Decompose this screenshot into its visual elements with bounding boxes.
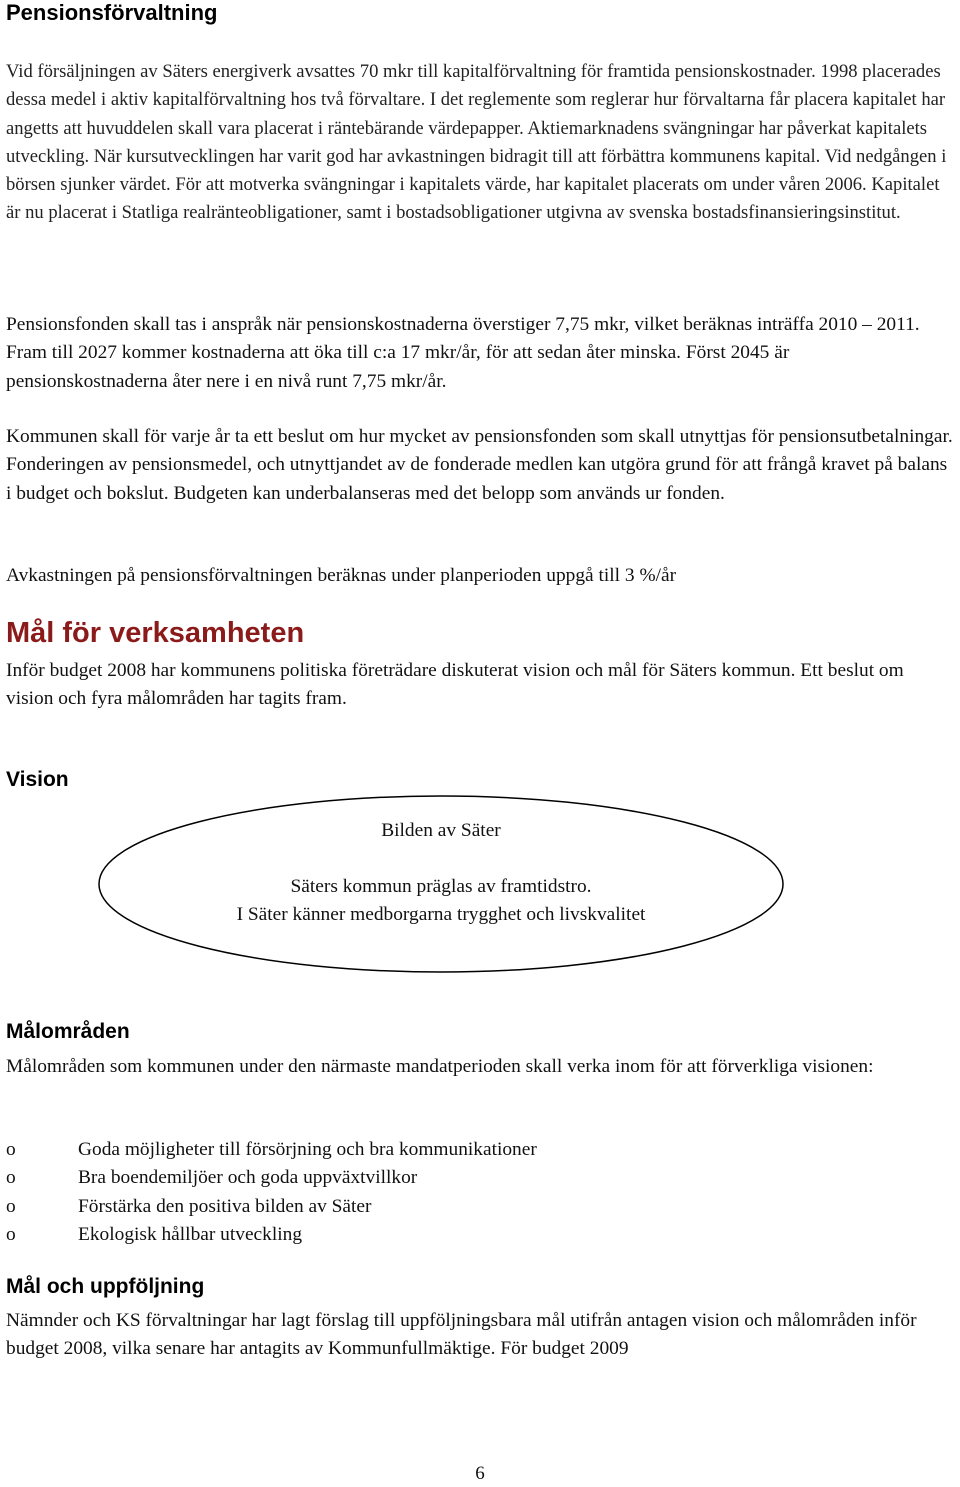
paragraph-pension-4: Avkastningen på pensionsförvaltningen beräknas under planperioden uppgå till 3 %/år	[6, 565, 677, 586]
list-item	[6, 1193, 537, 1221]
heading-vision: Vision	[6, 768, 69, 791]
paragraph-followup: Nämnder och KS förvaltningar har lagt förslag till uppföljningsbara mål utifrån antagen vision och målområden inför budget 2008, vilka senare har antagits av Kommunfullmäktige. För budget 2009	[6, 1310, 917, 1360]
list-item-text: Ekologisk hållbar utveckling	[78, 1223, 303, 1245]
page-number: 6	[475, 1463, 485, 1484]
heading-followup: Mål och uppföljning	[6, 1275, 205, 1298]
areas-list	[6, 1136, 537, 1249]
list-item	[6, 1164, 537, 1192]
section-heading-goals: Mål för verksamheten	[6, 617, 305, 649]
list-item-text: Bra boendemiljöer och goda uppväxtvillkor	[78, 1167, 418, 1189]
paragraph-pension-1: Vid försäljningen av Säters energiverk avsattes 70 mkr till kapitalförvaltning för framtida pensionskostnader. 1998 placerades dessa medel i aktiv kapitalförvaltning hos två förvaltare. I det reglemente som reglerar hur förvaltarna får placera kapitalet har angetts att huvuddelen skall vara placerat i räntebärande värdepapper. Aktiemarknadens svängningar har påverkat kapitalets utveckling. När kursutvecklingen har varit god har avkastningen bidragit till att förbättra kommunens kapital. Vid nedgången i börsen sjunker värdet. För att motverka svängningar i kapitalets värde, har kapitalet placerats om under våren 2006. Kapitalet är nu placerat i Statliga realränteobligationer, samt i bostadsobligationer utgivna av svenska bostadsfinansieringsinstitut.	[6, 61, 947, 224]
list-item-text: Goda möjligheter till försörjning och bra kommunikationer	[78, 1139, 537, 1160]
list-item	[6, 1136, 537, 1164]
vision-title: Bilden av Säter	[381, 820, 501, 841]
paragraph-areas: Målområden som kommunen under den närmaste mandatperioden skall verka inom för att förverkliga visionen:	[6, 1056, 874, 1077]
paragraph-pension-2: Pensionsfonden skall tas i anspråk när pensionskostnaderna överstiger 7,75 mkr, vilket beräknas inträffa 2010 – 2011. Fram till 2027 kommer kostnaderna att öka till c:a 17 mkr/år, för att sedan åter minska. Först 2045 är pensionskostnaderna åter nere i en nivå runt 7,75 mkr/år.	[6, 314, 920, 392]
bullet-mark: o	[6, 1195, 16, 1217]
section-heading-pension: Pensionsförvaltning	[6, 0, 218, 25]
bullet-mark: o	[6, 1223, 16, 1245]
paragraph-pension-3: Kommunen skall för varje år ta ett beslut om hur mycket av pensionsfonden som skall utnyttjas för pensionsutbetalningar. Fonderingen av pensionsmedel, och utnyttjandet av de fonderade medlen kan utgöra grund för att frångå kravet på balans i budget och bokslut. Budgeten kan underbalanseras med det belopp som används ur fonden.	[6, 426, 953, 504]
vision-line-1: Säters kommun präglas av framtidstro.	[290, 876, 592, 897]
list-item-text: Förstärka den positiva bilden av Säter	[78, 1195, 372, 1217]
paragraph-goals: Inför budget 2008 har kommunens politiska företrädare diskuterat vision och mål för Säters kommun. Ett beslut om vision och fyra målområden har tagits fram.	[6, 660, 904, 710]
heading-areas: Målområden	[6, 1020, 130, 1043]
vision-line-2: I Säter känner medborgarna trygghet och livskvalitet	[236, 904, 646, 925]
bullet-mark: o	[6, 1139, 16, 1160]
vision-ellipse	[96, 793, 786, 975]
list-item	[6, 1221, 537, 1249]
bullet-mark: o	[6, 1167, 16, 1189]
